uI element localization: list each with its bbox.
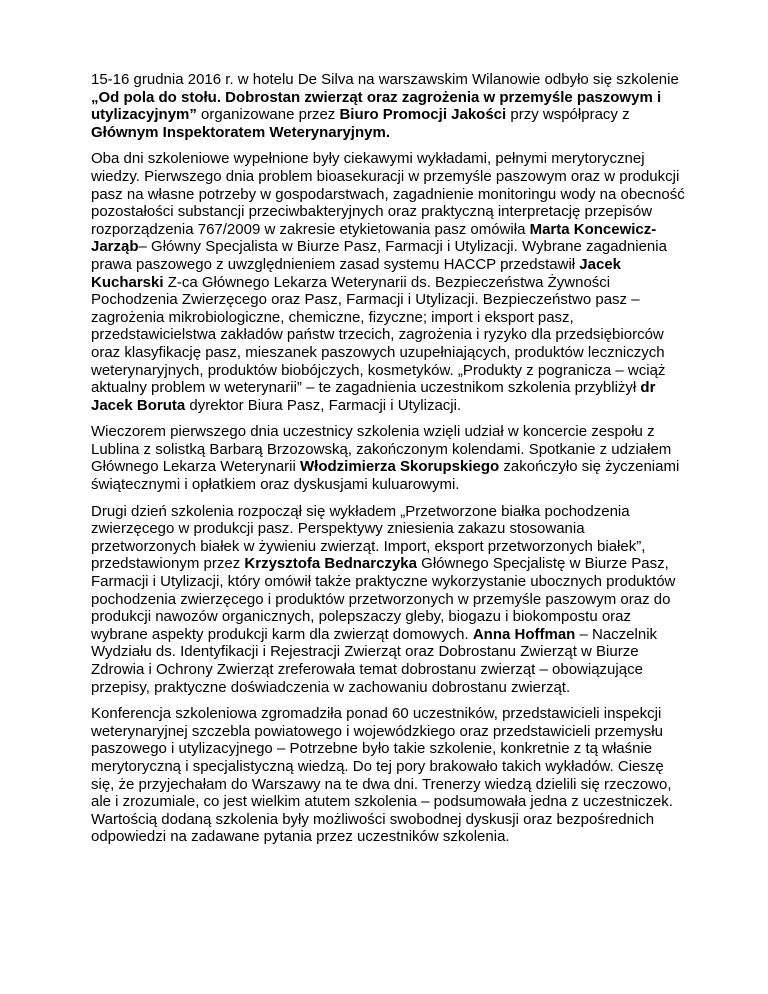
document-body [91,71,691,855]
text-run: Wieczorem pierwszego dnia uczestnicy szkolenia wzięli udział w koncercie zespołu z Lublina z solistką Barbarą Brzozowską, zakończonym kolendami. Spotkanie z udziałem Głównego Lekarza Weterynarii [91,423,672,476]
text-run: przy współpracy z [506,106,630,124]
text-run: Konferencja szkoleniowa zgromadziła ponad 60 uczestników, przedstawicieli inspekcji weterynaryjnej szczebla powiatowego i wojewódzkiego oraz przedstawicieli przemysłu paszowego i utylizacyjnego – Potrzebne było takie szkolenie, konkretnie z tą właśnie merytoryczną i specjalistyczną wiedzą. Do tej pory brakowało takich wykładów. Cieszę się, że przyjechałam do Warszawy na te dwa dni. Trenerzy wiedzą dzielili się rzeczowo, ale i zrozumiale, co jest wielkim atutem szkolenia – podsumowała jedna z uczestniczek. Wartością dodaną szkolenia były możliwości swobodnej dyskusji oraz bezpośrednich odpowiedzi na zadawane pytania przez uczestników szkolenia. [91,705,673,846]
bold-text: Głównym Inspektoratem Weterynaryjnym. [91,123,390,141]
paragraph [91,150,691,414]
paragraph [91,71,691,141]
text-run: 15-16 grudnia 2016 r. w hotelu De Silva na warszawskim Wilanowie odbyło się szkolenie [91,71,679,88]
bold-text: Jacek Kucharski [91,255,622,291]
bold-text: Biuro Promocji Jakości [339,106,507,124]
paragraph [91,423,691,493]
bold-text: Włodzimierza Skorupskiego [300,458,500,476]
text-run: – Naczelnik Wydziału ds. Identyfikacji i Rejestracji Zwierząt oraz Dobrostanu Zwierząt w Biurze Zdrowia i Ochrony Zwierząt zreferowała temat dobrostanu zwierząt – obowiązujące przepisy, praktyczne doświadczenia w zachowaniu dobrostanu zwierząt. [91,625,658,696]
text-run: zakończyło się życzeniami świątecznymi i opłatkiem oraz dyskusjami kuluarowymi. [91,458,680,494]
paragraph [91,503,691,697]
bold-text: Anna Hoffman [472,625,576,643]
bold-text: „Od pola do stołu. Dobrostan zwierząt oraz zagrożenia w przemyśle paszowym i utylizacyjnym” [91,88,662,124]
text-run: Oba dni szkoleniowe wypełnione były ciekawymi wykładami, pełnymi merytorycznej wiedzy. Pierwszego dnia problem bioasekuracji w przemyśle paszowym oraz w produkcji pasz na własne potrzeby w gospodarstwach, zagadnienie monitoringu wody na obecność pozostałości substancji przeciwbakteryjnych oraz praktyczną interpretację przepisów rozporządzenia 767/2009 w zakresie etykietowania pasz omówiła [91,150,685,238]
text-run: Drugi dzień szkolenia rozpoczął się wykładem „Przetworzone białka pochodzenia zwierzęcego w produkcji pasz. Perspektywy zniesienia zakazu stosowania przetworzonych białek w żywieniu zwierząt. Import, eksport przetworzonych białek”, przedstawionym przez [91,502,646,573]
bold-text: Krzysztofa Bednarczyka [244,555,417,573]
text-run: – Główny Specjalista w Biurze Pasz, Farmacji i Utylizacji. Wybrane zagadnienia prawa paszowego z uwzględnieniem zasad systemu HACCP przedstawił [91,238,667,273]
text-run: dyrektor Biura Pasz, Farmacji i Utylizacji. [185,396,462,414]
bold-text: dr Jacek Boruta [91,379,656,414]
text-run: organizowane przez [196,106,340,124]
text-run: Z-ca Głównego Lekarza Weterynarii ds. Bezpieczeństwa Żywności Pochodzenia Zwierzęcego oraz Pasz, Farmacji i Utylizacji. Bezpieczeństwo pasz – zagrożenia mikrobiologiczne, chemiczne, fizyczne; import i eksport pasz, przedstawicielstwa zakładów państw trzecich, zagrożenia i ryzyko dla przedsiębiorców oraz klasyfikację pasz, mieszanek paszowych uzupełniających, produktów leczniczych weterynaryjnych, produktów biobójczych, kosmetyków. „Produkty z pogranicza – wciąż aktualny problem w weterynarii” – te zagadnienia uczestnikom szkolenia przybliżył [91,273,666,397]
bold-text: Marta Koncewicz-Jarząb [91,220,657,256]
paragraph [91,705,691,846]
text-run: Głównego Specjalistę w Biurze Pasz, Farmacji i Utylizacji, który omówił także praktyczne wykorzystanie ubocznych produktów pochodzenia zwierzęcego i produktów przetworzonych w przemyśle paszowym oraz do produkcji nawozów organicznych, polepszaczy gleby, biogazu i biokompostu oraz wybrane aspekty produkcji karm dla zwierząt domowych. [91,555,676,643]
